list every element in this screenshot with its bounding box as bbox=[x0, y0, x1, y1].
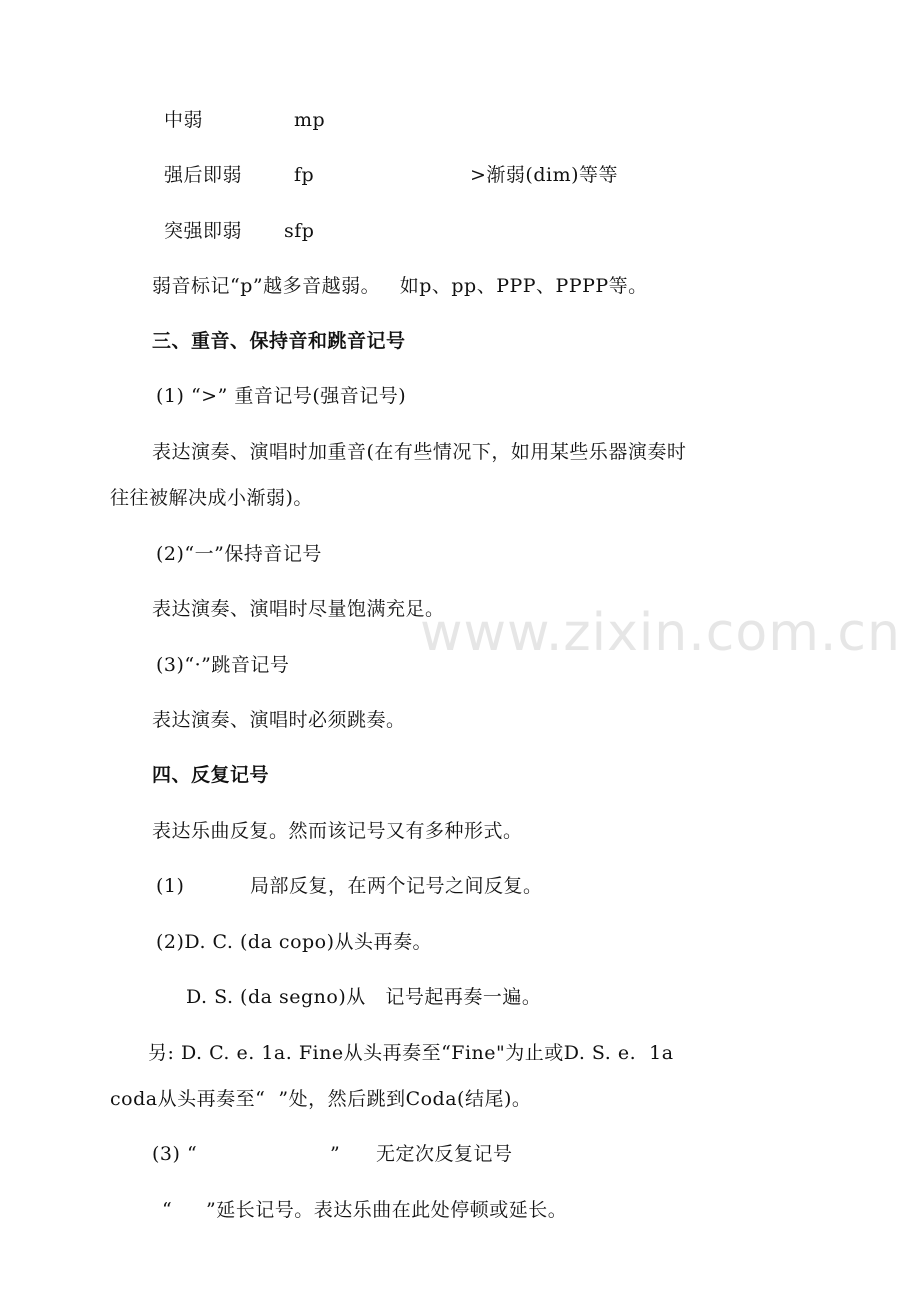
p-marks-line: 弱音标记“p”越多音越弱。 如p、pp、PPP、PPPP等。 bbox=[152, 275, 648, 297]
dynamics-note-dim: >渐弱(dim)等等 bbox=[470, 164, 619, 186]
watermark: www.zixin.com.cn bbox=[420, 603, 901, 663]
fermata-text: ”延长记号。表达乐曲在此处停顿或延长。 bbox=[206, 1199, 568, 1221]
dynamics-term-sfp: 突强即弱 bbox=[164, 220, 243, 242]
dynamics-term-mp: 中弱 bbox=[164, 109, 204, 131]
repeat-item2-ds: D. S. (da segno)从 记号起再奏一遍。 bbox=[186, 986, 542, 1008]
repeat-item3-text: 无定次反复记号 bbox=[376, 1143, 513, 1165]
accent-title: (1) “>” 重音记号(强音记号) bbox=[156, 385, 407, 407]
repeat-extra-line1: 另: D. C. e. 1a. Fine从头再奏至“Fine"为止或D. S. e. 1a bbox=[148, 1042, 674, 1064]
repeat-item3-close-quote: ” bbox=[330, 1143, 341, 1165]
accent-desc-line1: 表达演奏、演唱时加重音(在有些情况下，如用某些乐器演奏时 bbox=[152, 441, 687, 463]
repeat-item2-dc: (2)D. C. (da copo)从头再奏。 bbox=[156, 931, 433, 953]
dynamics-term-fp: 强后即弱 bbox=[164, 164, 243, 186]
repeat-item3-number: (3) “ bbox=[152, 1143, 198, 1165]
staccato-title: (3)“·”跳音记号 bbox=[156, 654, 290, 676]
staccato-desc: 表达演奏、演唱时必须跳奏。 bbox=[152, 709, 406, 731]
repeat-intro: 表达乐曲反复。然而该记号又有多种形式。 bbox=[152, 820, 523, 842]
repeat-extra-line2: coda从头再奏至“ ”处，然后跳到Coda(结尾)。 bbox=[110, 1088, 532, 1110]
dynamics-symbol-fp: fp bbox=[294, 164, 315, 186]
repeat-item1-text: 局部反复，在两个记号之间反复。 bbox=[250, 875, 543, 897]
fermata-open-quote: “ bbox=[162, 1199, 173, 1221]
tenuto-title: (2)“一”保持音记号 bbox=[156, 543, 322, 565]
section4-heading: 四、反复记号 bbox=[152, 764, 270, 786]
dynamics-symbol-sfp: sfp bbox=[284, 220, 315, 242]
dynamics-symbol-mp: mp bbox=[294, 109, 326, 131]
accent-desc-line2: 往往被解决成小渐弱)。 bbox=[110, 487, 313, 509]
repeat-item1-number: (1) bbox=[156, 875, 185, 897]
section3-heading: 三、重音、保持音和跳音记号 bbox=[152, 330, 406, 352]
tenuto-desc: 表达演奏、演唱时尽量饱满充足。 bbox=[152, 598, 445, 620]
